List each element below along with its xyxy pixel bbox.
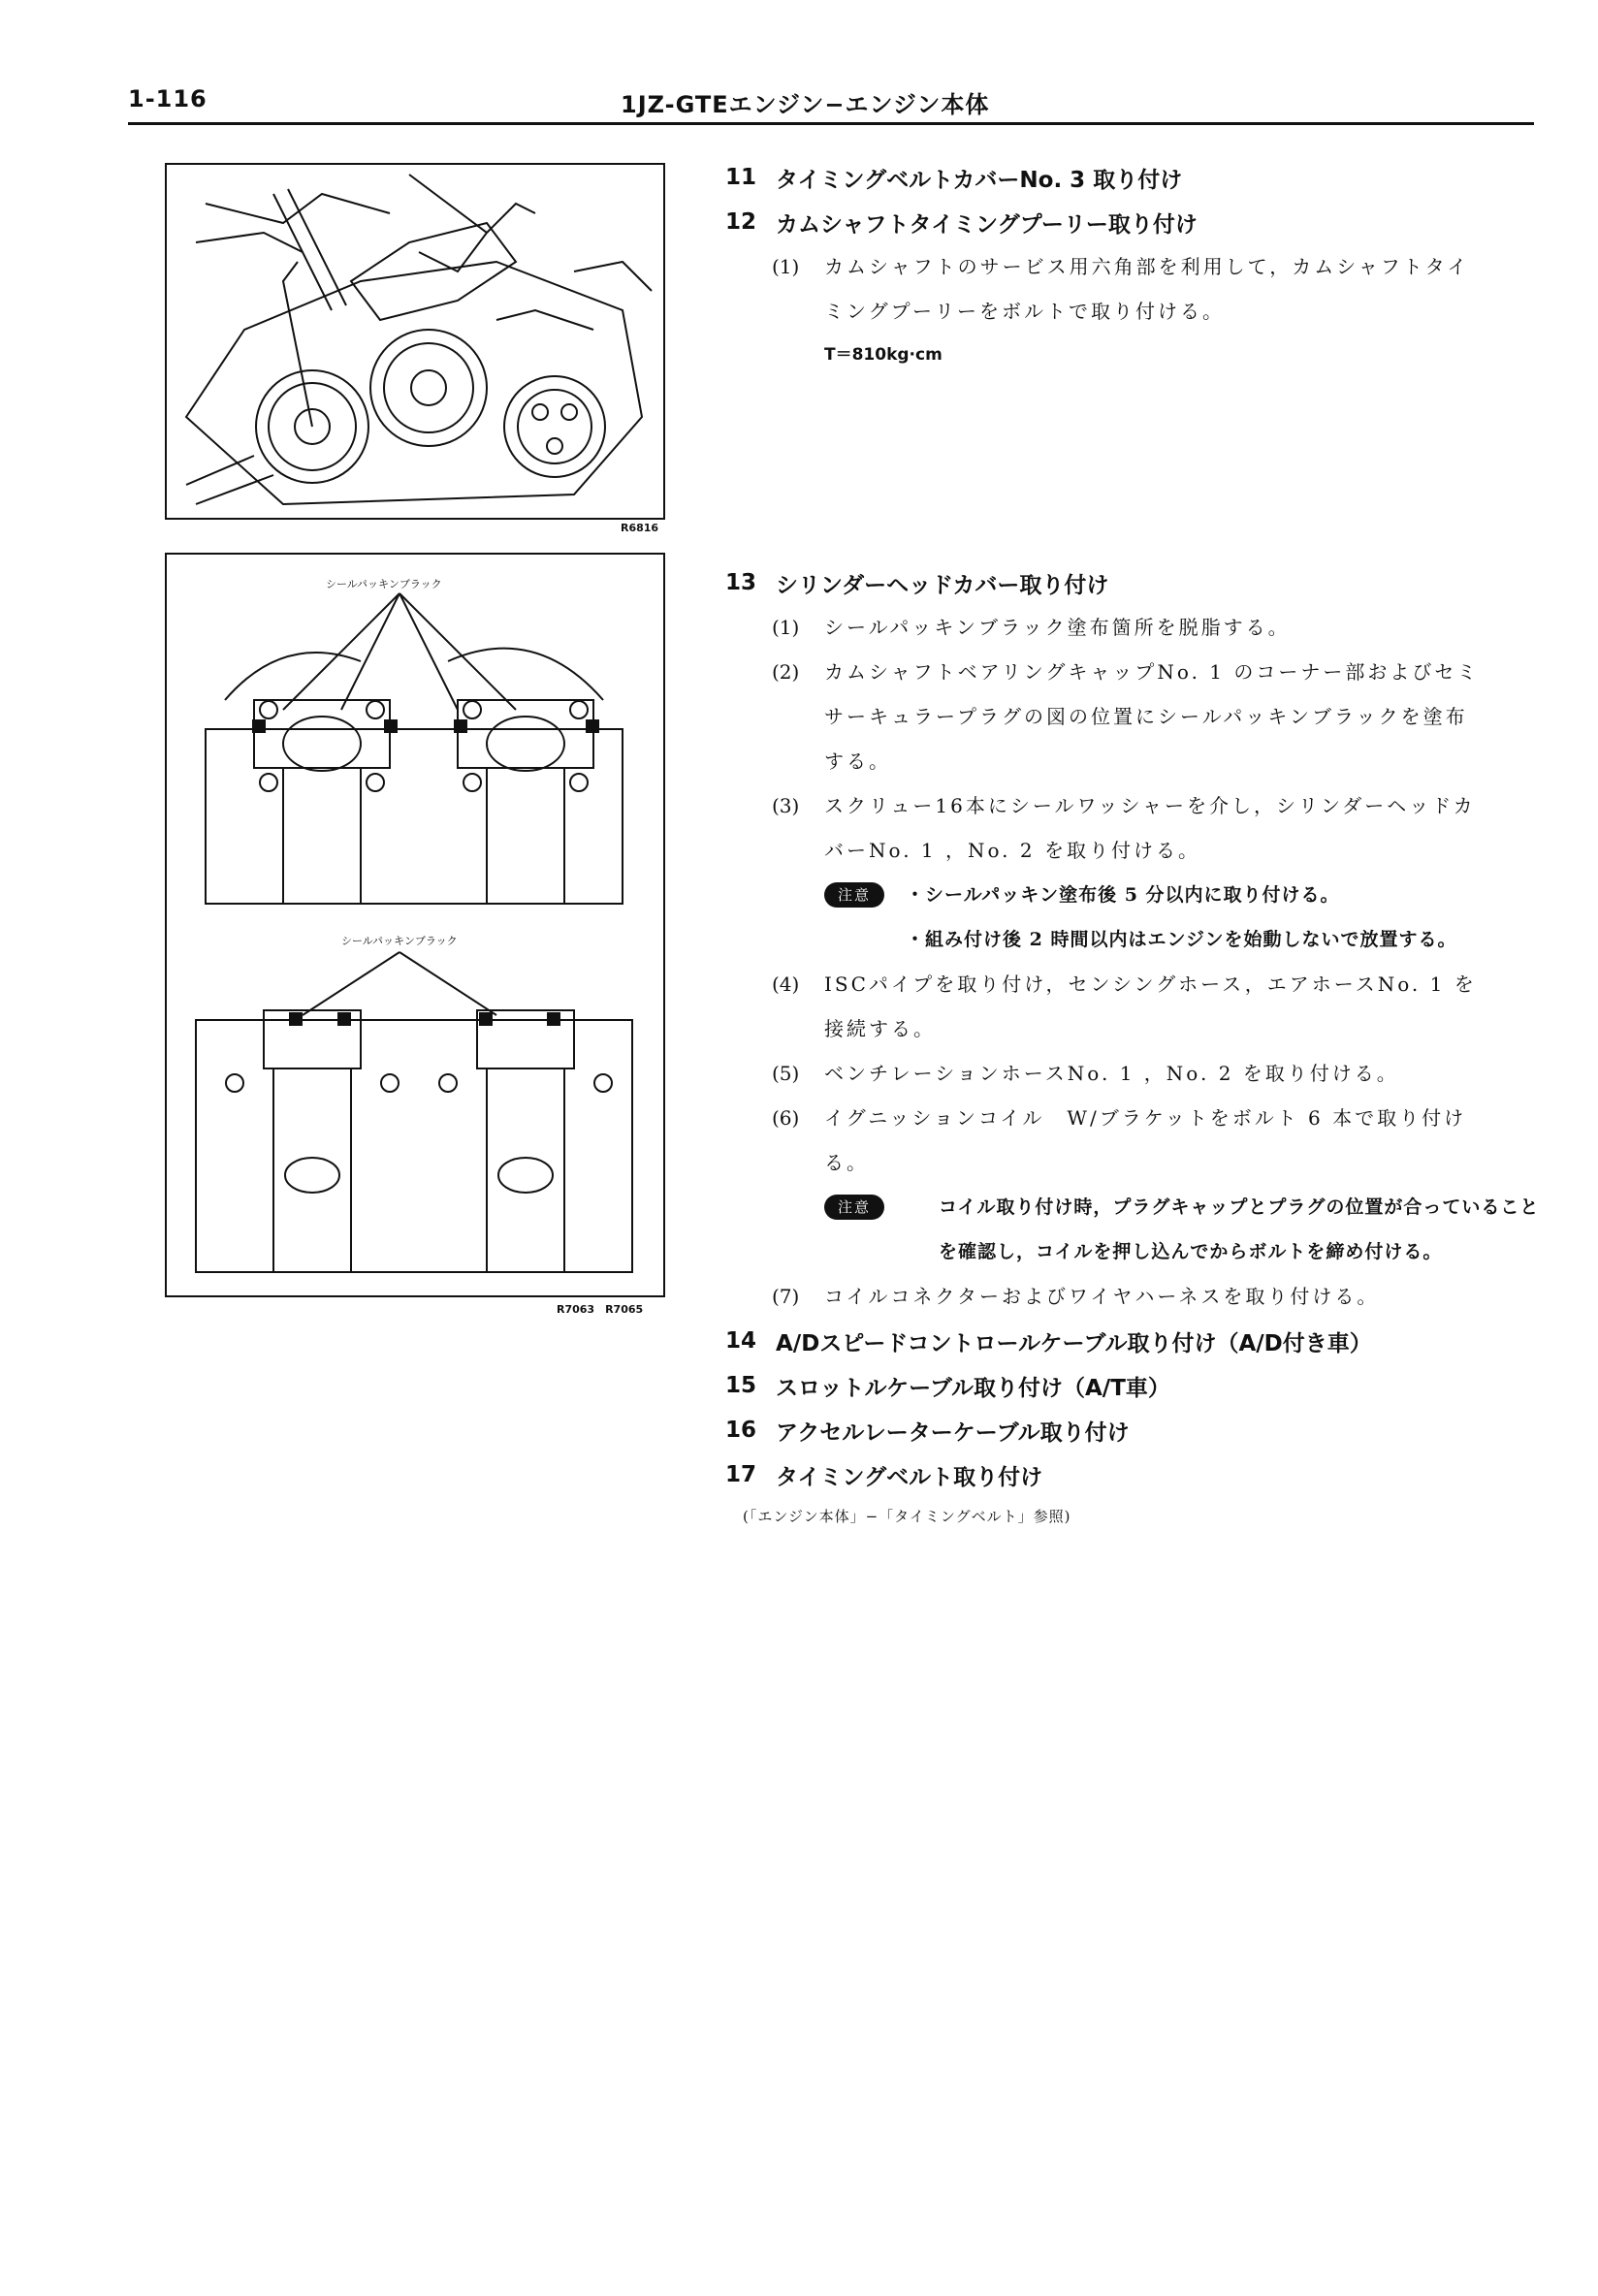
step-number: 14 (725, 1328, 757, 1354)
substep-12-1 (725, 244, 1540, 334)
substep-text: カムシャフトベアリングキャップNo. 1 のコーナー部およびセミサーキュラープラグの図の位置にシールパッキンブラックを塗布する。 (824, 660, 1480, 773)
seal-packing-label-top: シールパッキンブラック (326, 578, 442, 590)
step-11 (725, 155, 1540, 200)
substep-text: ISCパイプを取り付け，センシングホース，エアホースNo. 1 を接続する。 (824, 973, 1477, 1040)
step-14 (725, 1319, 1540, 1363)
seal-packing-label-bottom: シールパッキンブラック (341, 935, 458, 947)
step-17 (725, 1452, 1540, 1497)
step-number: 11 (725, 165, 757, 190)
substep-number: (7) (772, 1285, 800, 1308)
cross-reference: (「エンジン本体」−「タイミングベルト」参照) (743, 1508, 1071, 1525)
substep-number: (1) (772, 616, 800, 639)
substep-number: (3) (772, 794, 800, 817)
substep-number: (5) (772, 1062, 800, 1085)
substep-text: シールパッキンブラック塗布箇所を脱脂する。 (824, 616, 1291, 639)
substep-13-5 (725, 1051, 1540, 1096)
substep-number: (6) (772, 1106, 800, 1130)
step-title: A/Dスピードコントロールケーブル取り付け（A/D付き車） (776, 1330, 1372, 1356)
substep-text: イグニッションコイル W/ブラケットをボルト 6 本で取り付ける。 (824, 1106, 1467, 1174)
step-16 (725, 1408, 1540, 1452)
step-number: 12 (725, 209, 757, 235)
substep-text: ベンチレーションホースNo. 1 ，No. 2 を取り付ける。 (824, 1062, 1399, 1085)
substep-13-7 (725, 1274, 1540, 1319)
substep-text: カムシャフトのサービス用六角部を利用して，カムシャフトタイミングプーリーをボルトで取り付ける。 (824, 255, 1470, 323)
substep-13-2 (725, 650, 1540, 783)
caution-text: コイル取り付け時，プラグキャップとプラグの位置が合っていることを確認し，コイルを押し込んでからボルトを締め付ける。 (939, 1196, 1540, 1262)
step-number: 15 (725, 1373, 757, 1398)
caution-badge: 注意 (824, 1195, 884, 1220)
substep-text: スクリュー16本にシールワッシャーを介し，シリンダーヘッドカバーNo. 1 ，No. 2 を取り付ける。 (824, 794, 1476, 862)
torque-spec: T＝810kg·cm (824, 345, 943, 365)
figure-code-2: R7063 R7065 (557, 1303, 644, 1316)
step-title: カムシャフトタイミングプーリー取り付け (776, 211, 1198, 238)
substep-text: コイルコネクターおよびワイヤハーネスを取り付ける。 (824, 1285, 1380, 1308)
substep-number: (2) (772, 660, 800, 684)
substep-13-1 (725, 605, 1540, 650)
page-number: 1-116 (128, 85, 208, 112)
caution-line: ・シールパッキン塗布後 5 分以内に取り付ける。 (906, 884, 1340, 906)
step-title: タイミングベルトカバーNo. 3 取り付け (776, 167, 1183, 193)
figure-code-1: R6816 (621, 522, 659, 534)
figure-seal-packing-locations (165, 553, 665, 1297)
substep-number: (4) (772, 973, 800, 996)
step-number: 16 (725, 1418, 757, 1443)
step-number: 13 (725, 570, 757, 595)
step-title: アクセルレーターケーブル取り付け (776, 1419, 1130, 1446)
caution-badge: 注意 (824, 882, 884, 908)
step-12 (725, 200, 1540, 244)
step-13 (725, 560, 1540, 605)
seal-packing-illustration (167, 555, 663, 1295)
substep-13-6 (725, 1096, 1540, 1185)
caution-line: ・組み付け後 2 時間以内はエンジンを始動しないで放置する。 (906, 929, 1457, 950)
step-title: タイミングベルト取り付け (776, 1464, 1043, 1490)
step-number: 17 (725, 1462, 757, 1487)
caution-note-1 (725, 873, 1540, 962)
caution-lines (906, 873, 1507, 962)
step-15 (725, 1363, 1540, 1408)
header-divider (128, 122, 1534, 125)
procedure-text (725, 155, 1540, 1536)
page-title: 1JZ-GTEエンジン−エンジン本体 (621, 91, 990, 118)
substep-13-3 (725, 783, 1540, 873)
substep-13-4 (725, 962, 1540, 1051)
substep-number: (1) (772, 255, 800, 278)
camshaft-pulley-illustration (167, 165, 663, 518)
step-title: スロットルケーブル取り付け（A/T車） (776, 1375, 1170, 1401)
figure-camshaft-pulley-installation (165, 163, 665, 520)
caution-note-2 (725, 1185, 1540, 1274)
step-title: シリンダーヘッドカバー取り付け (776, 572, 1109, 598)
